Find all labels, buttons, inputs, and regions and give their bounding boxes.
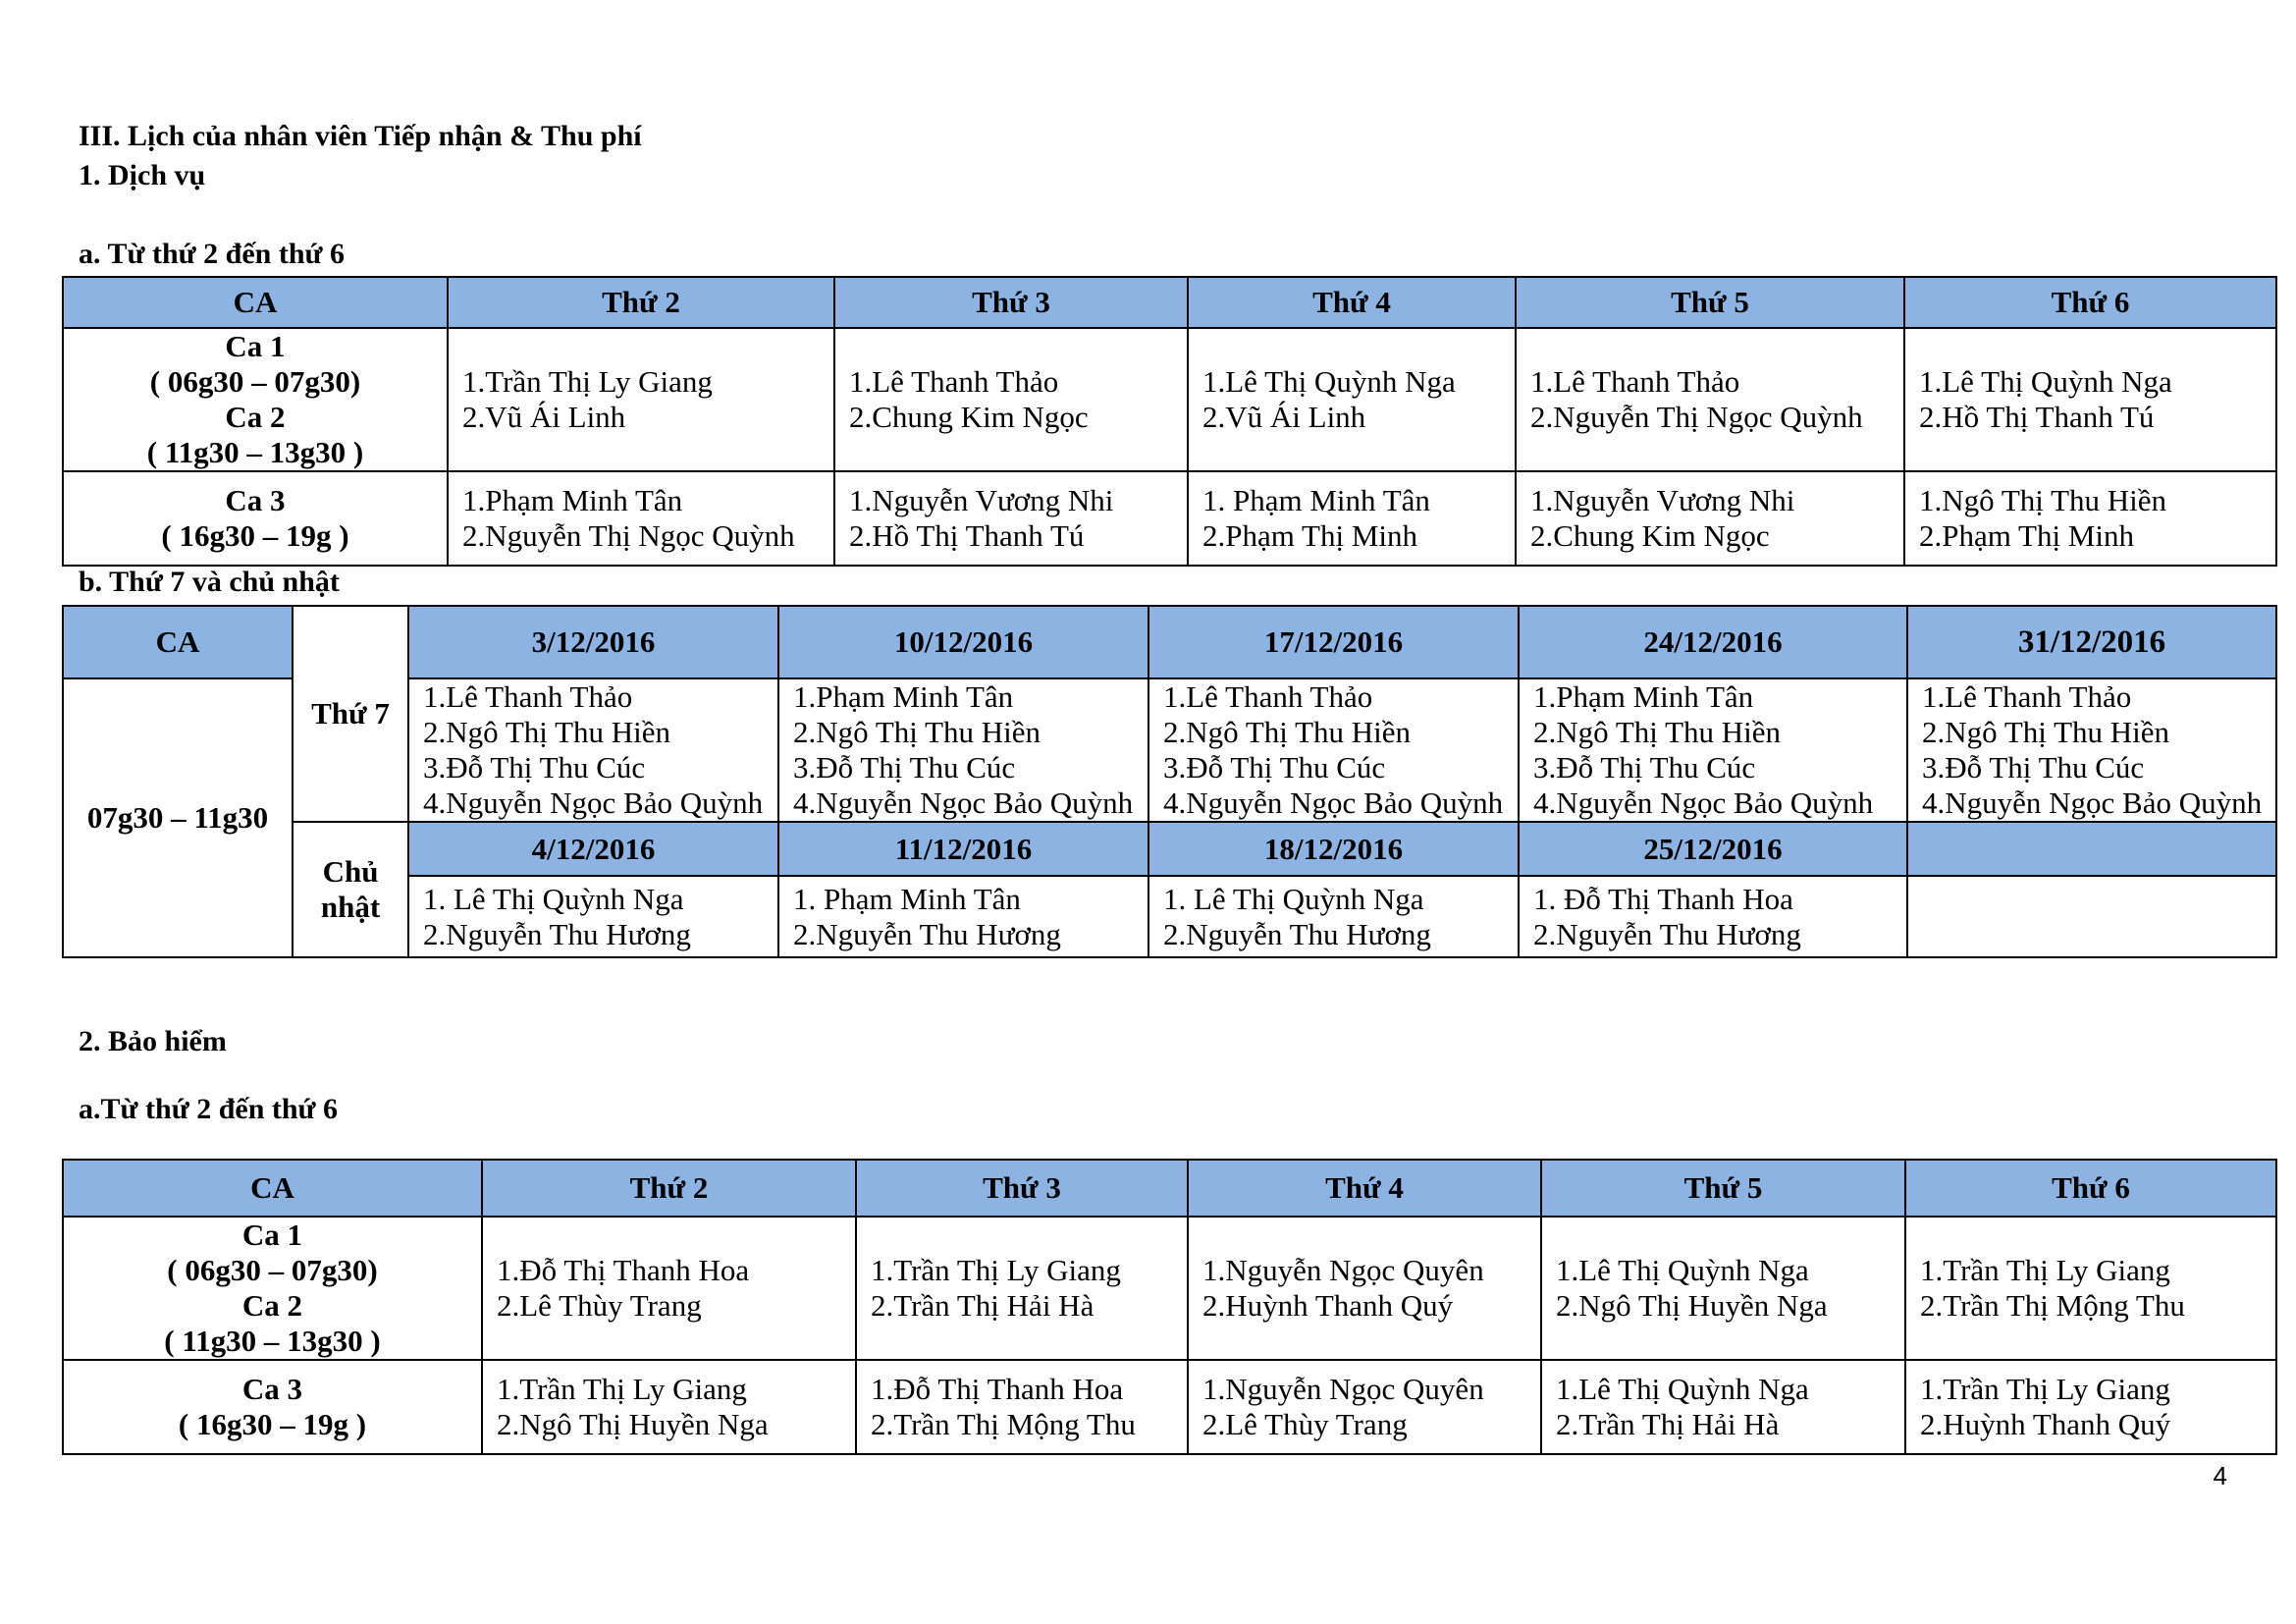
staff-name: 2.Ngô Thị Thu Hiền <box>793 715 1041 749</box>
staff-name: 2.Trần Thị Mộng Thu <box>871 1407 1136 1441</box>
staff-cell <box>1188 328 1516 471</box>
shift-line: Ca 3 <box>241 1372 303 1406</box>
table-row <box>63 471 2276 566</box>
staff-name: 3.Đỗ Thị Thu Cúc <box>793 750 1016 785</box>
shift-line: Ca 2 <box>225 400 286 434</box>
staff-cell <box>856 1360 1188 1454</box>
shift-line: ( 16g30 – 19g ) <box>161 518 349 553</box>
staff-name: 1. Lê Thị Quỳnh Nga <box>423 881 684 916</box>
table-header-row <box>63 1160 2276 1217</box>
header-cell: Thứ 2 <box>448 277 834 328</box>
staff-name: 2.Nguyễn Thu Hương <box>1163 916 1431 951</box>
staff-name: 4.Nguyễn Ngọc Bảo Quỳnh <box>793 785 1134 820</box>
staff-cell <box>448 328 834 471</box>
staff-name: 1.Lê Thanh Thảo <box>1530 364 1740 399</box>
header-cell: Thứ 4 <box>1188 1160 1541 1217</box>
staff-name: 2.Nguyễn Thu Hương <box>423 916 691 951</box>
service-weekend-table <box>62 605 2277 958</box>
section-heading: III. Lịch của nhân viên Tiếp nhận & Thu phí <box>79 120 642 152</box>
staff-name: 2.Hồ Thị Thanh Tú <box>1919 400 2155 434</box>
staff-cell <box>834 471 1188 566</box>
staff-name: 2.Ngô Thị Huyền Nga <box>1556 1288 1828 1323</box>
shift-cell <box>63 1217 482 1360</box>
staff-name: 2.Trần Thị Hải Hà <box>871 1288 1095 1323</box>
staff-cell <box>1904 328 2276 471</box>
staff-name: 3.Đỗ Thị Thu Cúc <box>423 750 646 785</box>
staff-cell <box>1905 1217 2276 1360</box>
sunday-label <box>293 822 408 957</box>
date-header-cell: 18/12/2016 <box>1148 822 1519 876</box>
table-row <box>63 606 2276 678</box>
staff-cell <box>1148 678 1519 822</box>
header-cell: Thứ 5 <box>1541 1160 1905 1217</box>
table-row <box>63 328 2276 471</box>
insurance-weekday-table <box>62 1159 2277 1455</box>
staff-name: 2.Ngô Thị Thu Hiền <box>1533 715 1782 749</box>
empty-cell <box>1907 876 2276 957</box>
shift-cell <box>63 328 448 471</box>
shift-line: ( 11g30 – 13g30 ) <box>146 435 364 469</box>
staff-name: 1. Đỗ Thị Thanh Hoa <box>1533 881 1793 916</box>
staff-cell <box>1907 678 2276 822</box>
time-cell: 07g30 – 11g30 <box>63 678 293 957</box>
saturday-label: Thứ 7 <box>293 606 408 822</box>
staff-cell <box>1904 471 2276 566</box>
staff-name: 1.Lê Thanh Thảo <box>1922 679 2132 714</box>
staff-cell <box>1905 1360 2276 1454</box>
staff-name: 1.Nguyễn Ngọc Quyên <box>1202 1253 1484 1287</box>
staff-name: 1. Phạm Minh Tân <box>1202 483 1430 517</box>
staff-name: 4.Nguyễn Ngọc Bảo Quỳnh <box>1163 785 1504 820</box>
date-header-cell: 17/12/2016 <box>1148 606 1519 678</box>
shift-line: Ca 1 <box>241 1218 303 1252</box>
date-header-cell: 31/12/2016 <box>1907 606 2276 678</box>
header-cell: Thứ 3 <box>856 1160 1188 1217</box>
header-cell: Thứ 6 <box>1905 1160 2276 1217</box>
date-header-cell: 10/12/2016 <box>778 606 1148 678</box>
table-header-row <box>63 277 2276 328</box>
staff-name: 4.Nguyễn Ngọc Bảo Quỳnh <box>1922 785 2263 820</box>
staff-name: 1.Trần Thị Ly Giang <box>1920 1253 2170 1287</box>
header-cell: Thứ 3 <box>834 277 1188 328</box>
staff-cell <box>1188 471 1516 566</box>
staff-name: 2.Huỳnh Thanh Quý <box>1920 1407 2171 1441</box>
staff-cell <box>1516 471 1904 566</box>
staff-cell <box>778 678 1148 822</box>
staff-cell <box>1188 1217 1541 1360</box>
sunday-label-line: Chủ <box>322 854 379 889</box>
staff-cell <box>1519 876 1907 957</box>
staff-cell <box>1541 1217 1905 1360</box>
shift-cell <box>63 1360 482 1454</box>
staff-name: 2.Nguyễn Thu Hương <box>1533 916 1801 951</box>
staff-name: 1.Phạm Minh Tân <box>793 679 1014 714</box>
staff-cell <box>1516 328 1904 471</box>
sunday-label-line: nhật <box>320 890 381 924</box>
staff-name: 2.Huỳnh Thanh Quý <box>1202 1288 1454 1323</box>
staff-name: 1.Lê Thị Quỳnh Nga <box>1556 1372 1809 1406</box>
staff-name: 1.Đỗ Thị Thanh Hoa <box>497 1253 750 1287</box>
staff-cell <box>778 876 1148 957</box>
staff-cell <box>448 471 834 566</box>
staff-cell <box>1519 678 1907 822</box>
staff-name: 2.Lê Thùy Trang <box>1202 1407 1408 1441</box>
date-header-cell: 3/12/2016 <box>408 606 778 678</box>
staff-name: 2.Trần Thị Hải Hà <box>1556 1407 1780 1441</box>
staff-name: 2.Nguyễn Thị Ngọc Quỳnh <box>1530 400 1863 434</box>
service-weekday-table <box>62 276 2277 567</box>
header-cell: Thứ 6 <box>1904 277 2276 328</box>
date-header-cell: 11/12/2016 <box>778 822 1148 876</box>
staff-cell <box>408 678 778 822</box>
staff-name: 1.Lê Thị Quỳnh Nga <box>1919 364 2172 399</box>
staff-name: 1.Trần Thị Ly Giang <box>462 364 713 399</box>
header-cell: Thứ 4 <box>1188 277 1516 328</box>
staff-name: 1.Nguyễn Vương Nhi <box>1530 483 1795 517</box>
staff-name: 1.Lê Thị Quỳnh Nga <box>1202 364 1456 399</box>
staff-cell <box>1188 1360 1541 1454</box>
staff-cell <box>856 1217 1188 1360</box>
shift-line: ( 06g30 – 07g30) <box>167 1253 378 1287</box>
staff-name: 1.Nguyễn Ngọc Quyên <box>1202 1372 1484 1406</box>
staff-name: 3.Đỗ Thị Thu Cúc <box>1163 750 1386 785</box>
staff-name: 2.Ngô Thị Huyền Nga <box>497 1407 769 1441</box>
header-cell: CA <box>63 1160 482 1217</box>
staff-name: 2.Ngô Thị Thu Hiền <box>1922 715 2170 749</box>
staff-name: 1.Lê Thanh Thảo <box>849 364 1059 399</box>
staff-name: 1.Phạm Minh Tân <box>1533 679 1754 714</box>
section1-title: 1. Dịch vụ <box>79 159 206 191</box>
staff-name: 1.Lê Thanh Thảo <box>1163 679 1373 714</box>
staff-name: 2.Hồ Thị Thanh Tú <box>849 518 1085 553</box>
shift-line: Ca 2 <box>241 1288 303 1323</box>
staff-name: 1.Đỗ Thị Thanh Hoa <box>871 1372 1124 1406</box>
table-row <box>63 1217 2276 1360</box>
table-row <box>63 1360 2276 1454</box>
ca-header-cell: CA <box>63 606 293 678</box>
staff-name: 2.Vũ Ái Linh <box>462 400 626 434</box>
staff-name: 2.Chung Kim Ngọc <box>1530 518 1770 553</box>
staff-name: 1.Trần Thị Ly Giang <box>871 1253 1121 1287</box>
shift-line: ( 06g30 – 07g30) <box>149 364 361 399</box>
staff-name: 1.Trần Thị Ly Giang <box>1920 1372 2170 1406</box>
table-row <box>63 822 2276 876</box>
shift-line: Ca 3 <box>225 483 286 517</box>
staff-name: 1. Phạm Minh Tân <box>793 881 1021 916</box>
header-cell: CA <box>63 277 448 328</box>
date-header-cell: 25/12/2016 <box>1519 822 1907 876</box>
staff-name: 2.Phạm Thị Minh <box>1919 518 2135 553</box>
staff-name: 2.Ngô Thị Thu Hiền <box>1163 715 1412 749</box>
section1-part-a-title: a. Từ thứ 2 đến thứ 6 <box>79 238 346 270</box>
staff-name: 1.Lê Thanh Thảo <box>423 679 633 714</box>
staff-cell <box>1148 876 1519 957</box>
staff-name: 3.Đỗ Thị Thu Cúc <box>1922 750 2145 785</box>
staff-name: 1.Phạm Minh Tân <box>462 483 683 517</box>
staff-name: 2.Chung Kim Ngọc <box>849 400 1089 434</box>
staff-cell <box>482 1217 856 1360</box>
section2-title: 2. Bảo hiểm <box>79 1025 227 1057</box>
staff-name: 1.Lê Thị Quỳnh Nga <box>1556 1253 1809 1287</box>
staff-name: 2.Lê Thùy Trang <box>497 1288 702 1323</box>
staff-name: 1. Lê Thị Quỳnh Nga <box>1163 881 1424 916</box>
section1-part-b-title: b. Thứ 7 và chủ nhật <box>79 566 340 598</box>
staff-name: 1.Trần Thị Ly Giang <box>497 1372 747 1406</box>
date-header-cell <box>1907 822 2276 876</box>
staff-name: 2.Vũ Ái Linh <box>1202 400 1366 434</box>
staff-name: 2.Phạm Thị Minh <box>1202 518 1418 553</box>
page-number: 4 <box>2213 1461 2227 1490</box>
date-header-cell: 24/12/2016 <box>1519 606 1907 678</box>
shift-line: ( 16g30 – 19g ) <box>178 1407 367 1441</box>
staff-name: 2.Trần Thị Mộng Thu <box>1920 1288 2185 1323</box>
section2-part-a-title: a.Từ thứ 2 đến thứ 6 <box>79 1093 339 1125</box>
staff-name: 3.Đỗ Thị Thu Cúc <box>1533 750 1756 785</box>
staff-name: 4.Nguyễn Ngọc Bảo Quỳnh <box>1533 785 1874 820</box>
shift-line: Ca 1 <box>225 329 286 363</box>
staff-name: 4.Nguyễn Ngọc Bảo Quỳnh <box>423 785 764 820</box>
staff-name: 2.Ngô Thị Thu Hiền <box>423 715 671 749</box>
shift-cell <box>63 471 448 566</box>
staff-cell <box>834 328 1188 471</box>
header-cell: Thứ 5 <box>1516 277 1904 328</box>
staff-cell <box>482 1360 856 1454</box>
staff-cell <box>1541 1360 1905 1454</box>
staff-name: 1.Nguyễn Vương Nhi <box>849 483 1114 517</box>
staff-cell <box>408 876 778 957</box>
staff-name: 1.Ngô Thị Thu Hiền <box>1919 483 2167 517</box>
staff-name: 2.Nguyễn Thu Hương <box>793 916 1061 951</box>
header-cell: Thứ 2 <box>482 1160 856 1217</box>
date-header-cell: 4/12/2016 <box>408 822 778 876</box>
shift-line: ( 11g30 – 13g30 ) <box>164 1324 381 1358</box>
staff-name: 2.Nguyễn Thị Ngọc Quỳnh <box>462 518 795 553</box>
